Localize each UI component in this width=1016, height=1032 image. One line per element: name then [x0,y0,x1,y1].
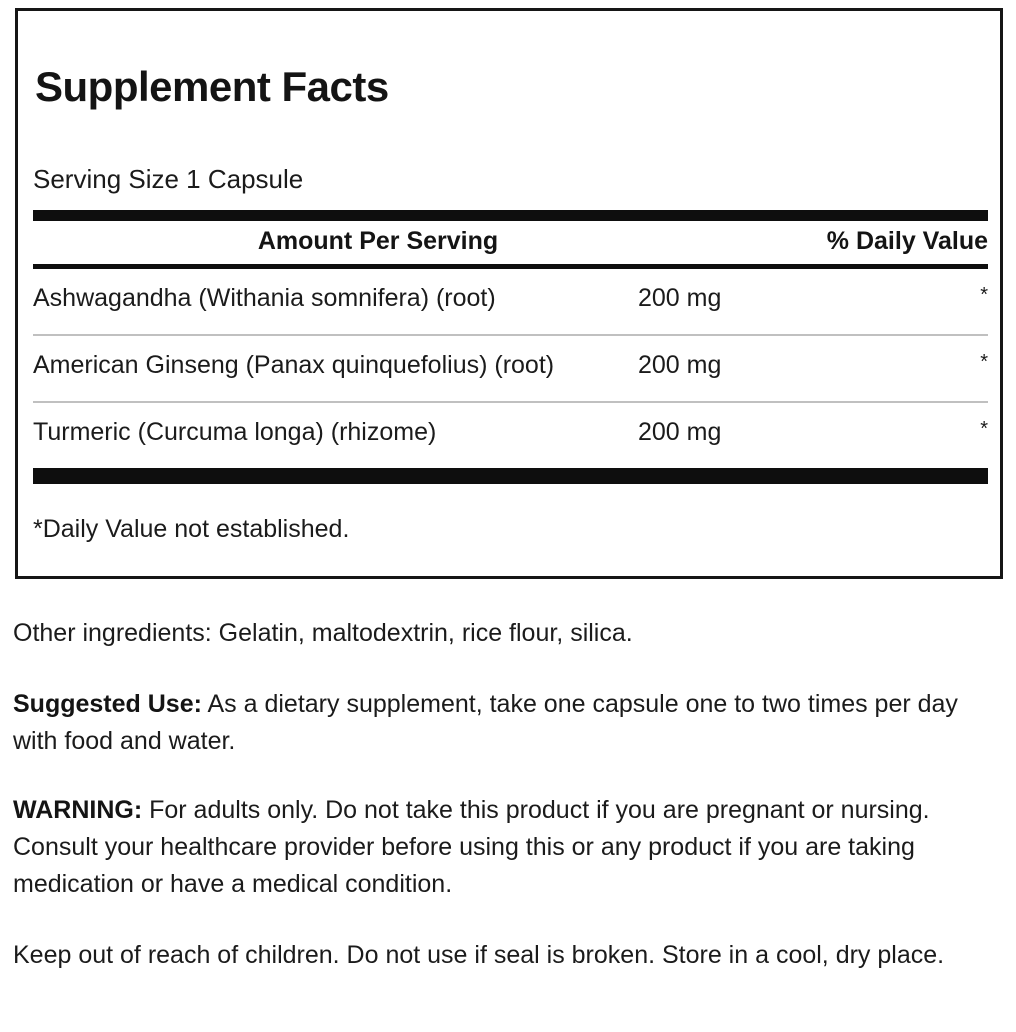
ingredient-daily-value: * [980,418,988,441]
ingredient-amount: 200 mg [638,351,722,380]
label-text-sections [13,615,1003,974]
suggested-use-label: Suggested Use: [13,690,202,719]
warning-label: WARNING: [13,796,143,825]
table-row-turmeric [33,401,988,468]
ingredient-name: Turmeric (Curcuma longa) (rhizome) [33,418,437,447]
ingredient-daily-value: * [980,351,988,374]
ingredient-amount: 200 mg [638,418,722,447]
supplement-label-page [0,8,1016,1032]
panel-title: Supplement Facts [35,63,389,110]
other-ingredients-text: Other ingredients: Gelatin, maltodextrin, rice flour, silica. [13,619,633,648]
suggested-use-body: As a dietary supplement, take one capsule one to two times per day with food and water. [13,690,958,756]
suggested-use-text [13,686,998,760]
serving-size: Serving Size 1 Capsule [33,164,304,194]
daily-value-footnote: *Daily Value not established. [33,515,350,544]
storage-text: Keep out of reach of children. Do not use if seal is broken. Store in a cool, dry place. [13,941,945,970]
column-header-amount-per-serving: Amount Per Serving [257,227,499,256]
table-row-american-ginseng [33,334,988,401]
ingredient-name: American Ginseng (Panax quinquefolius) (root) [33,351,555,380]
ingredient-amount: 200 mg [638,284,722,313]
table-row-ashwagandha [33,269,988,334]
column-header-daily-value: % Daily Value [826,227,988,256]
supplement-facts-panel [15,8,1003,579]
table-top-rule [33,210,988,221]
ingredient-name: Ashwagandha (Withania somnifera) (root) [33,284,496,313]
table-header-row [33,221,988,264]
table-bottom-rule [33,468,988,484]
warning-text [13,792,1013,903]
warning-body: For adults only. Do not take this product if you are pregnant or nursing. Consult your healthcare provider before using this or any product if you are taking medication or have a medical condition. [13,796,930,899]
ingredient-daily-value: * [980,284,988,307]
